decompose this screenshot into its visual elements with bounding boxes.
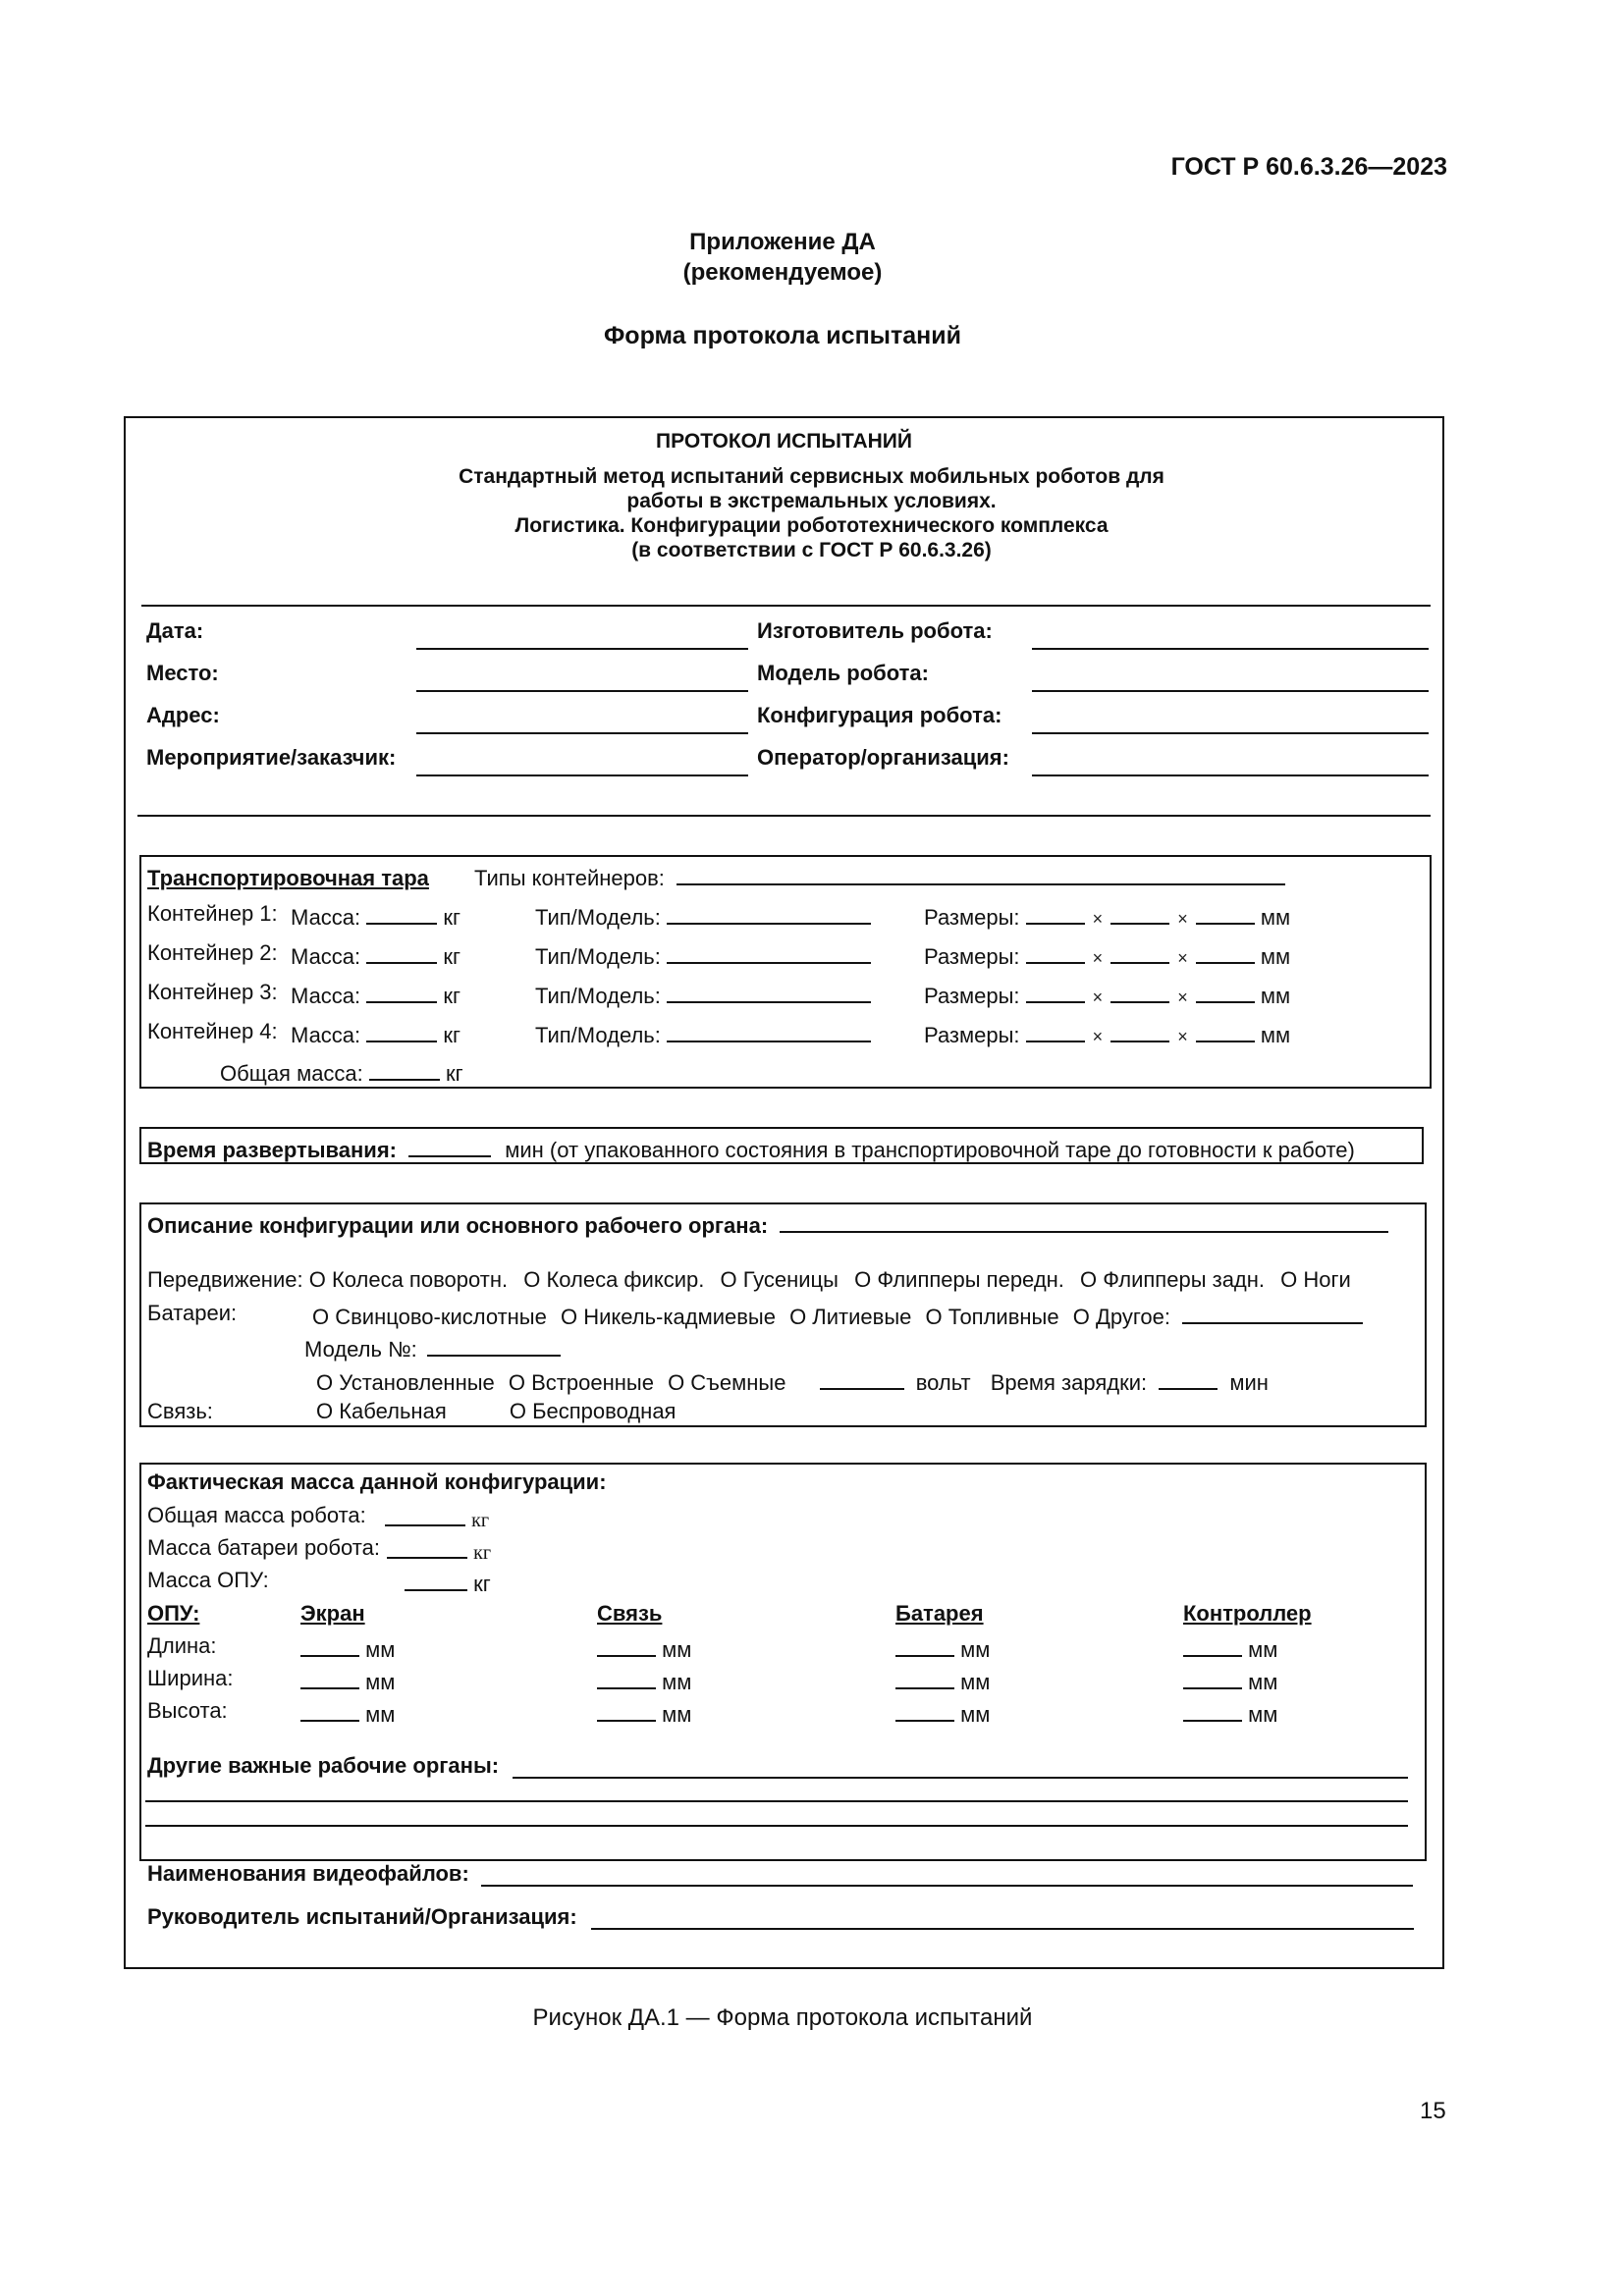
other-organs-label: Другие важные рабочие органы: (147, 1753, 500, 1778)
dim-field[interactable] (1196, 980, 1255, 1003)
total-mass-field[interactable] (369, 1057, 440, 1081)
mm-unit: мм (662, 1670, 692, 1694)
comm-row (316, 1399, 676, 1424)
kg-unit: кг (443, 944, 461, 969)
mm-unit: мм (365, 1637, 396, 1662)
battery-label: Батареи: (147, 1301, 238, 1325)
video-files-field[interactable] (481, 1885, 1413, 1887)
dim-field[interactable] (1026, 1019, 1085, 1042)
times-sign: × (1092, 909, 1104, 929)
kg-unit: кг (471, 1510, 490, 1531)
times-sign: × (1092, 988, 1104, 1007)
charge-time-label: Время зарядки: (990, 1370, 1148, 1395)
dim-field[interactable] (895, 1666, 954, 1689)
dim-field[interactable] (300, 1698, 359, 1722)
opu-mass-field[interactable] (405, 1568, 467, 1591)
dim-field[interactable] (1110, 980, 1169, 1003)
battery-model-field[interactable] (427, 1333, 561, 1357)
mount-option[interactable]: О Съемные (668, 1370, 786, 1395)
other-organs-line[interactable] (145, 1800, 1408, 1802)
dim-cell (597, 1633, 691, 1663)
total-mass-label: Общая масса: (220, 1061, 363, 1086)
mm-unit: мм (662, 1702, 692, 1727)
event-field[interactable] (416, 774, 748, 776)
type-field[interactable] (667, 940, 871, 964)
mass-label: Масса: (291, 905, 361, 930)
type-label: Тип/Модель: (535, 1023, 661, 1047)
mm-unit: мм (1248, 1670, 1278, 1694)
comm-option[interactable]: О Беспроводная (509, 1399, 677, 1423)
other-organs-field[interactable] (513, 1777, 1408, 1779)
dim-cell (597, 1666, 691, 1695)
transport-title: Транспортировочная тара (147, 866, 429, 890)
battery-model-row (304, 1333, 561, 1362)
deploy-suffix: мин (от упакованного состояния в транспортировочной таре до готовности к работе) (505, 1138, 1355, 1162)
dim-cell (300, 1698, 395, 1728)
mass-label: Масса: (291, 944, 361, 969)
mm-unit: мм (1248, 1637, 1278, 1662)
dim-field[interactable] (1183, 1666, 1242, 1689)
protocol-subtitle-line: Логистика. Конфигурации робототехнического комплекса (514, 514, 1109, 537)
dim-field[interactable] (1026, 901, 1085, 925)
container-mass (291, 980, 460, 1009)
kg-unit: кг (443, 1023, 461, 1047)
movement-option[interactable]: О Ноги (1280, 1267, 1351, 1292)
divider (141, 605, 1431, 607)
opu-mass-label: Масса ОПУ: (147, 1568, 269, 1592)
dim-field[interactable] (597, 1698, 656, 1722)
deploy-label: Время развертывания: (147, 1138, 397, 1162)
total-mass-row (220, 1057, 463, 1087)
opu-mass-value (405, 1568, 491, 1597)
dim-field[interactable] (1196, 1019, 1255, 1042)
page-number: 15 (1420, 2098, 1446, 2124)
manufacturer-label: Изготовитель робота: (757, 618, 993, 643)
dim-field[interactable] (597, 1633, 656, 1657)
battery-option[interactable]: О Топливные (925, 1305, 1059, 1329)
kg-unit: кг (473, 1572, 491, 1596)
dim-field[interactable] (1196, 940, 1255, 964)
robot-mass-label: Общая масса робота: (147, 1503, 366, 1527)
kg-unit: кг (443, 984, 461, 1008)
battery-mass-label: Масса батареи робота: (147, 1535, 380, 1560)
mm-unit: мм (662, 1637, 692, 1662)
container-mass (291, 940, 460, 970)
appendix-heading: Форма протокола испытаний (603, 322, 962, 349)
dim-field[interactable] (300, 1666, 359, 1689)
type-label: Тип/Модель: (535, 905, 661, 930)
robot-model-field[interactable] (1032, 690, 1429, 692)
config-field[interactable] (780, 1209, 1388, 1233)
dims-label: Размеры: (924, 944, 1020, 969)
protocol-subtitle-line: Стандартный метод испытаний сервисных мобильных роботов для (459, 465, 1164, 488)
dim-cell (895, 1666, 990, 1695)
divider (137, 815, 1431, 817)
container-dims (924, 940, 1290, 971)
container-label: Контейнер 3: (147, 980, 278, 1004)
dims-label: Размеры: (924, 984, 1020, 1008)
type-field[interactable] (667, 901, 871, 925)
movement-label: Передвижение: (147, 1267, 303, 1292)
config-title-row (147, 1209, 1388, 1239)
appendix-title: Приложение ДА (689, 229, 876, 255)
battery-mass-field[interactable] (387, 1535, 467, 1559)
robot-mass-value (385, 1503, 489, 1533)
dim-cell (1183, 1666, 1277, 1695)
test-lead-field[interactable] (591, 1928, 1414, 1930)
dim-cell (300, 1633, 395, 1663)
dim-field[interactable] (597, 1666, 656, 1689)
event-label: Мероприятие/заказчик: (146, 745, 397, 770)
movement-option[interactable]: О Колеса поворотн. (308, 1267, 509, 1292)
type-label: Тип/Модель: (535, 944, 661, 969)
dim-field[interactable] (1110, 940, 1169, 964)
voltage-field[interactable] (820, 1366, 904, 1390)
mount-option[interactable]: О Установленные (316, 1370, 495, 1395)
container-type (535, 901, 871, 931)
protocol-title: ПРОТОКОЛ ИСПЫТАНИЙ (656, 430, 912, 453)
column-header: Батарея (895, 1601, 984, 1626)
container-type (535, 940, 871, 970)
dim-field[interactable] (895, 1698, 954, 1722)
mass-field[interactable] (366, 1019, 437, 1042)
mm-unit: мм (365, 1670, 396, 1694)
container-types-field[interactable] (677, 862, 1285, 885)
movement-option[interactable]: О Флипперы передн. (854, 1267, 1064, 1292)
charge-time-field[interactable] (1159, 1366, 1218, 1390)
other-organs-line[interactable] (145, 1825, 1408, 1827)
operator-label: Оператор/организация: (757, 745, 1009, 770)
column-header: Контроллер (1183, 1601, 1312, 1626)
mount-option[interactable]: О Встроенные (508, 1370, 654, 1395)
dim-field[interactable] (1110, 901, 1169, 925)
battery-row (312, 1301, 1363, 1330)
dim-field[interactable] (1026, 980, 1085, 1003)
movement-option[interactable]: О Колеса фиксир. (523, 1267, 705, 1292)
date-label: Дата: (146, 618, 204, 643)
times-sign: × (1177, 909, 1188, 929)
times-sign: × (1177, 948, 1188, 968)
container-type (535, 980, 871, 1009)
transport-title-row (147, 862, 1285, 891)
mass-label: Масса: (291, 1023, 361, 1047)
container-label: Контейнер 1: (147, 901, 278, 926)
mass-label: Масса: (291, 984, 361, 1008)
container-label: Контейнер 4: (147, 1019, 278, 1043)
robot-config-field[interactable] (1032, 732, 1429, 734)
mm-unit: мм (1260, 984, 1291, 1008)
mm-unit: мм (1248, 1702, 1278, 1727)
address-label: Адрес: (146, 703, 220, 727)
dim-field[interactable] (300, 1633, 359, 1657)
protocol-subtitle (124, 464, 1499, 562)
deploy-row (147, 1134, 1355, 1163)
battery-option[interactable]: О Литиевые (789, 1305, 912, 1329)
dim-field[interactable] (1026, 940, 1085, 964)
battery-option[interactable]: О Никель-кадмиевые (560, 1305, 776, 1329)
battery-mass-value (387, 1535, 491, 1566)
test-lead-label: Руководитель испытаний/Организация: (147, 1904, 577, 1929)
kg-unit: кг (473, 1542, 492, 1564)
figure-caption: Рисунок ДА.1 — Форма протокола испытаний (532, 2004, 1033, 2031)
appendix-status: (рекомендуемое) (682, 259, 883, 286)
type-field[interactable] (667, 980, 871, 1003)
dim-cell (895, 1633, 990, 1663)
operator-field[interactable] (1032, 774, 1429, 776)
manufacturer-field[interactable] (1032, 648, 1429, 650)
container-label: Контейнер 2: (147, 940, 278, 965)
container-dims (924, 1019, 1290, 1049)
mass-field[interactable] (366, 901, 437, 925)
comm-label: Связь: (147, 1399, 213, 1423)
kg-unit: кг (446, 1061, 463, 1086)
dim-field[interactable] (1196, 901, 1255, 925)
battery-model-label: Модель №: (304, 1337, 417, 1362)
dims-label: Размеры: (924, 905, 1020, 930)
container-dims (924, 901, 1290, 932)
comm-option[interactable]: О Кабельная (316, 1399, 447, 1423)
volt-unit: вольт (915, 1370, 971, 1395)
mass-field[interactable] (366, 940, 437, 964)
times-sign: × (1092, 948, 1104, 968)
video-files-label: Наименования видеофайлов: (147, 1861, 469, 1886)
container-types-label: Типы контейнеров: (474, 866, 665, 890)
type-field[interactable] (667, 1019, 871, 1042)
mm-unit: мм (960, 1637, 991, 1662)
container-dims (924, 980, 1290, 1010)
protocol-subtitle-line: работы в экстремальных условиях. (626, 490, 997, 512)
mm-unit: мм (1260, 905, 1291, 930)
times-sign: × (1177, 988, 1188, 1007)
robot-model-label: Модель робота: (757, 661, 929, 685)
robot-mass-field[interactable] (385, 1503, 465, 1526)
movement-option[interactable]: О Флипперы задн. (1080, 1267, 1266, 1292)
type-label: Тип/Модель: (535, 984, 661, 1008)
robot-config-label: Конфигурация робота: (757, 703, 1002, 727)
mm-unit: мм (1260, 1023, 1291, 1047)
opu-label: ОПУ: (147, 1601, 200, 1626)
movement-option[interactable]: О Гусеницы (720, 1267, 839, 1292)
dim-field[interactable] (895, 1633, 954, 1657)
mm-unit: мм (365, 1702, 396, 1727)
dim-cell (895, 1698, 990, 1728)
battery-other-field[interactable] (1182, 1301, 1363, 1324)
protocol-subtitle-line: (в соответствии с ГОСТ Р 60.6.3.26) (631, 539, 992, 561)
dim-label: Длина: (147, 1633, 217, 1658)
dim-label: Ширина: (147, 1666, 234, 1690)
place-field[interactable] (416, 690, 748, 692)
times-sign: × (1177, 1027, 1188, 1046)
container-mass (291, 1019, 460, 1048)
mass-field[interactable] (366, 980, 437, 1003)
container-type (535, 1019, 871, 1048)
mm-unit: мм (960, 1702, 991, 1727)
mass-title: Фактическая масса данной конфигурации: (147, 1469, 607, 1494)
kg-unit: кг (443, 905, 461, 930)
place-label: Место: (146, 661, 219, 685)
standard-code: ГОСТ Р 60.6.3.26—2023 (1170, 153, 1447, 181)
movement-row (147, 1267, 1351, 1293)
battery-option[interactable]: О Свинцово-кислотные (312, 1305, 547, 1329)
column-header: Экран (300, 1601, 365, 1626)
dims-label: Размеры: (924, 1023, 1020, 1047)
date-field[interactable] (416, 648, 748, 650)
dim-cell (1183, 1698, 1277, 1728)
min-unit: мин (1229, 1370, 1269, 1395)
dim-cell (1183, 1633, 1277, 1663)
column-header: Связь (597, 1601, 663, 1626)
config-title: Описание конфигурации или основного рабочего органа: (147, 1213, 769, 1238)
battery-option[interactable]: О Другое: (1072, 1305, 1170, 1329)
dim-field[interactable] (1183, 1633, 1242, 1657)
dim-cell (300, 1666, 395, 1695)
dim-cell (597, 1698, 691, 1728)
deploy-time-field[interactable] (408, 1134, 491, 1157)
times-sign: × (1092, 1027, 1104, 1046)
dim-field[interactable] (1183, 1698, 1242, 1722)
dim-label: Высота: (147, 1698, 228, 1723)
battery-mount-row (316, 1366, 1269, 1396)
dim-field[interactable] (1110, 1019, 1169, 1042)
mm-unit: мм (960, 1670, 991, 1694)
container-mass (291, 901, 460, 931)
mm-unit: мм (1260, 944, 1291, 969)
address-field[interactable] (416, 732, 748, 734)
